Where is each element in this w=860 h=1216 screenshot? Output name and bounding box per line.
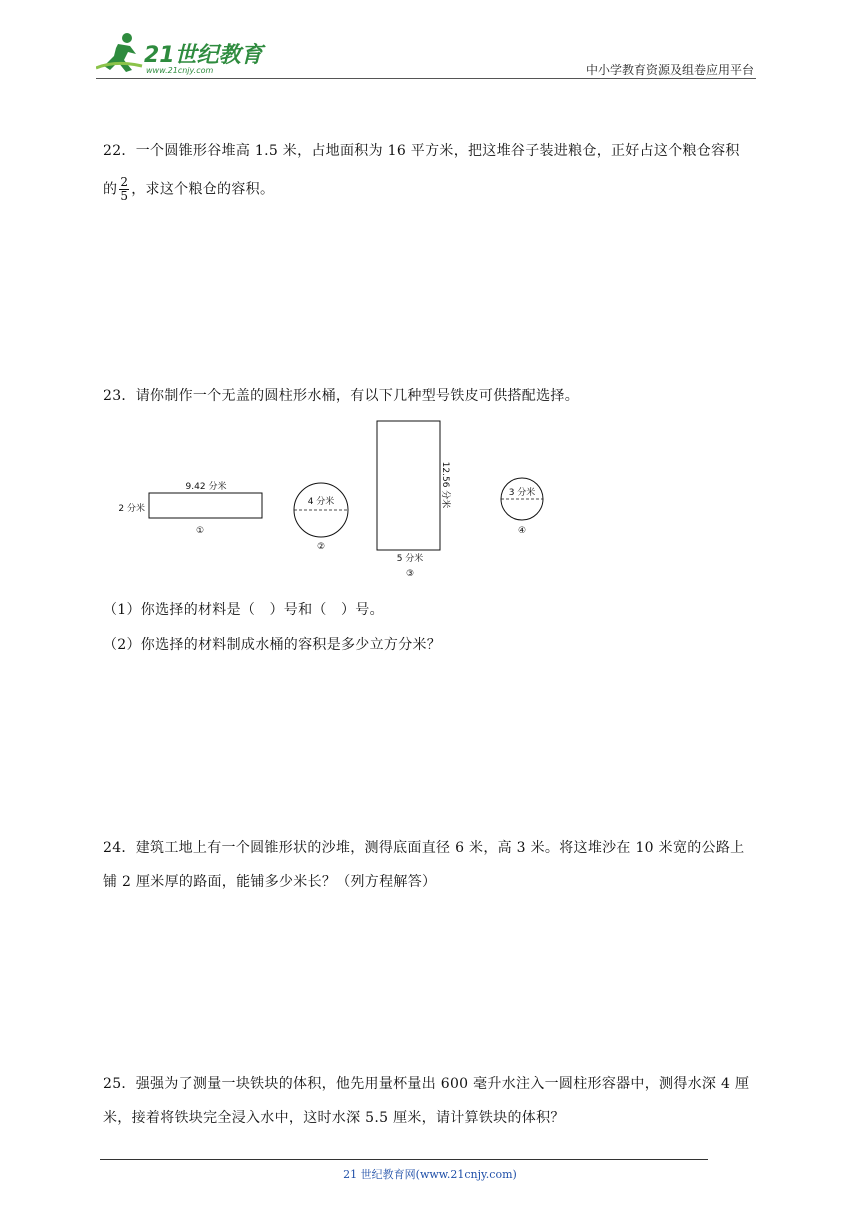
sheet-1-number: ① bbox=[195, 526, 205, 536]
sheet-1-height-label: 2 分米 bbox=[118, 504, 145, 514]
sheet-3-height-label: 12.56 分米 bbox=[440, 461, 450, 509]
sheet-4-number: ④ bbox=[517, 526, 527, 536]
sheet-3-width-label: 5 分米 bbox=[396, 554, 424, 564]
q23-stem: 23．请你制作一个无盖的圆柱形水桶，有以下几种型号铁皮可供搭配选择。 bbox=[103, 388, 580, 404]
q24-line1: 24．建筑工地上有一个圆锥形状的沙堆，测得底面直径 6 米，高 3 米。将这堆沙在 10 米宽的公路上 bbox=[103, 840, 745, 856]
sheet-3-rectangle bbox=[377, 421, 440, 550]
sheet-1-width-label: 9.42 分米 bbox=[185, 482, 227, 492]
sheet-2-number: ② bbox=[316, 542, 326, 552]
logo-text: 21世纪教育 bbox=[144, 43, 263, 68]
sheet-metal-figure bbox=[110, 415, 560, 585]
header-divider bbox=[96, 78, 756, 79]
sheet-4-label: 3 分米 bbox=[508, 488, 536, 498]
fraction-denominator: 5 bbox=[120, 189, 129, 203]
q25-line2: 米，接着将铁块完全浸入水中，这时水深 5.5 厘米，请计算铁块的体积？ bbox=[103, 1110, 565, 1126]
q22-line2-post: ，求这个粮仓的容积。 bbox=[131, 181, 275, 198]
footer-text: 21 世纪教育网(www.21cnjy.com) bbox=[343, 1168, 517, 1181]
q23-sub2: （2）你选择的材料制成水桶的容积是多少立方分米？ bbox=[103, 637, 442, 653]
page-header bbox=[96, 30, 756, 80]
footer-divider bbox=[100, 1159, 708, 1160]
q23-sub1: （1）你选择的材料是（ ）号和（ ）号。 bbox=[103, 602, 384, 618]
q22-line1: 22．一个圆锥形谷堆高 1.5 米，占地面积为 16 平方米，把这堆谷子装进粮仓，正好占这个粮仓容积 bbox=[103, 143, 740, 159]
q22-line2 bbox=[103, 176, 274, 203]
fraction-numerator: 2 bbox=[120, 175, 129, 189]
platform-name: 中小学教育资源及组卷应用平台 bbox=[585, 63, 754, 77]
logo-url: www.21cnjy.com bbox=[146, 66, 214, 75]
fraction-two-fifths bbox=[119, 176, 129, 203]
q22-line2-pre: 的 bbox=[103, 181, 118, 198]
logo bbox=[96, 30, 266, 76]
sheet-2-label: 4 分米 bbox=[307, 497, 335, 507]
q25-line1: 25．强强为了测量一块铁块的体积，他先用量杯量出 600 毫升水注入一圆柱形容器中，测得水深 4 厘 bbox=[103, 1076, 750, 1092]
sheet-3-number: ③ bbox=[405, 569, 415, 579]
runner-icon bbox=[96, 33, 142, 72]
sheet-1-rectangle bbox=[149, 493, 262, 518]
q24-line2: 铺 2 厘米厚的路面，能铺多少米长？（列方程解答） bbox=[103, 874, 437, 890]
